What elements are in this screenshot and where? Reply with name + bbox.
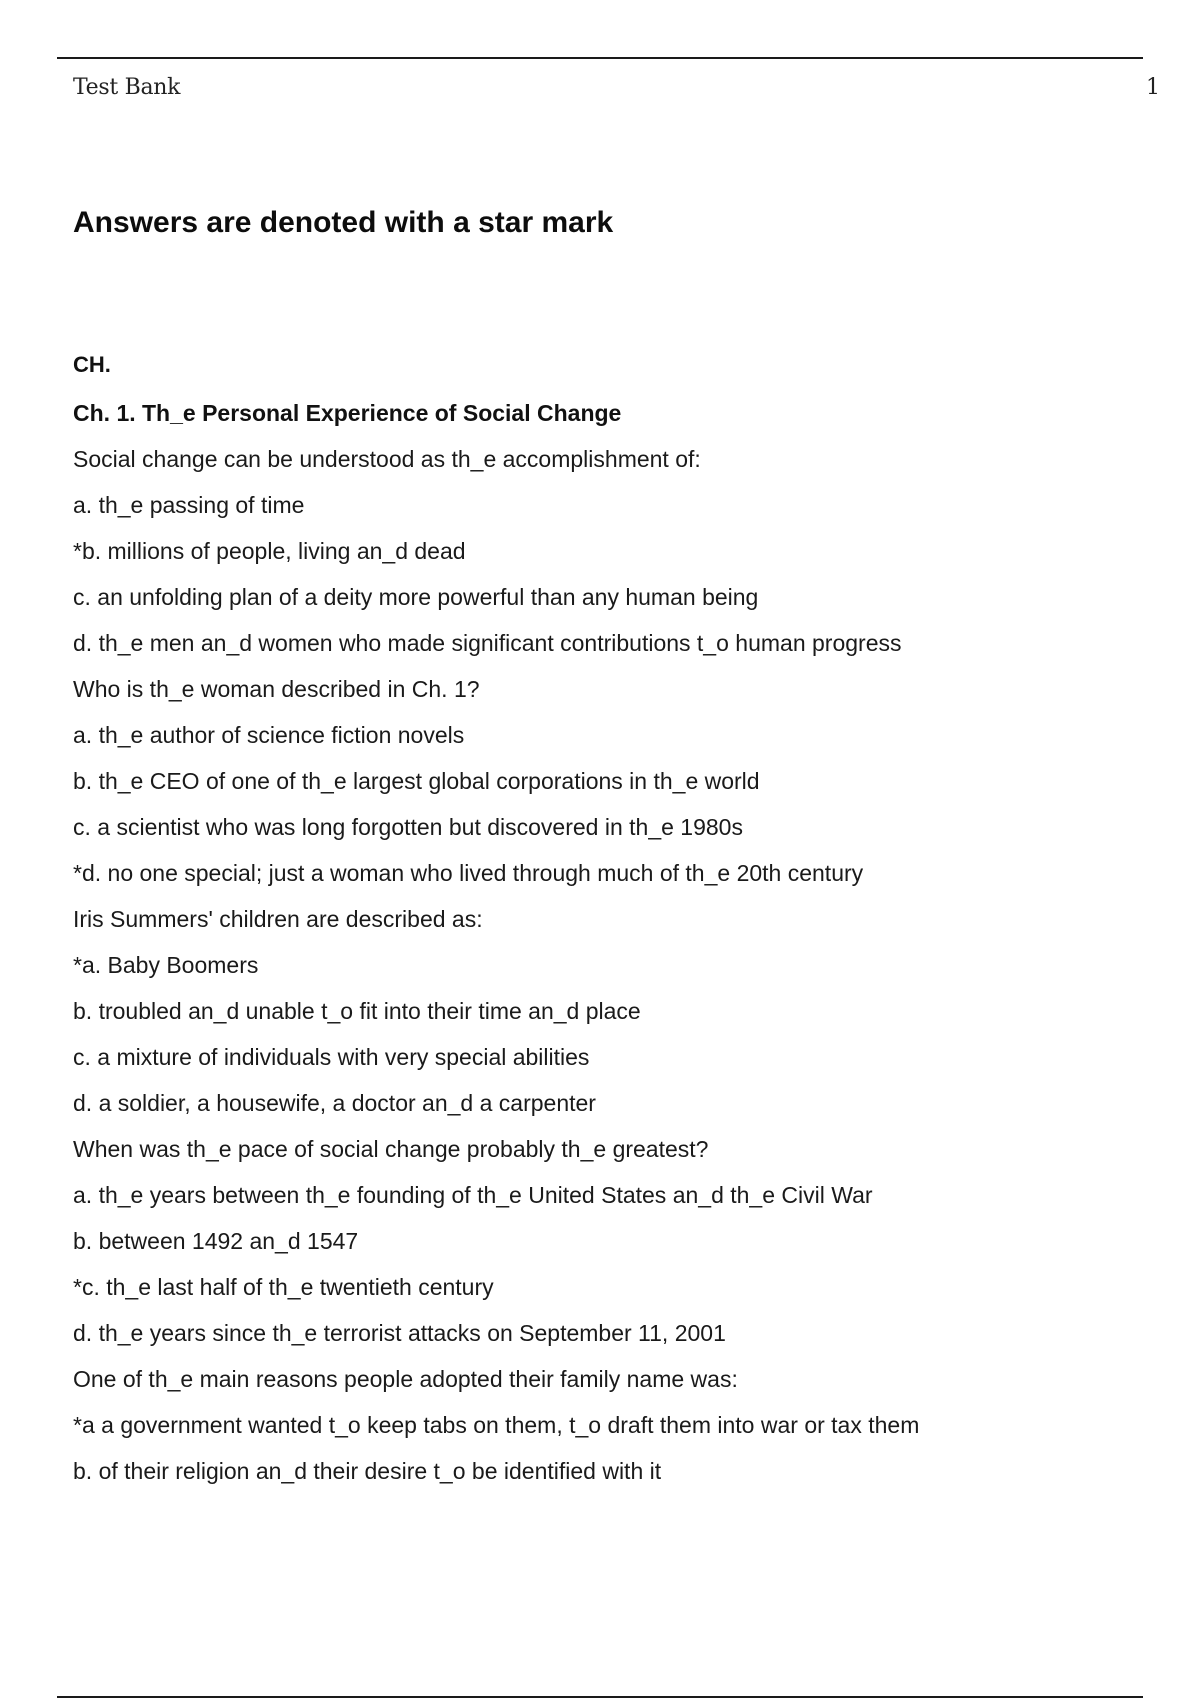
answer-option: a. th_e author of science fiction novels — [73, 722, 465, 748]
chapter-label: CH. — [73, 352, 111, 377]
question-text: Social change can be understood as th_e accomplishment of: — [73, 446, 701, 472]
question-text: Iris Summers' children are described as: — [73, 906, 483, 932]
answer-option-correct: *b. millions of people, living an_d dead — [73, 538, 466, 564]
page-title: Answers are denoted with a star mark — [73, 206, 614, 239]
question-text: When was th_e pace of social change probably th_e greatest? — [73, 1136, 709, 1162]
answer-option: d. th_e years since th_e terrorist attacks on September 11, 2001 — [73, 1320, 726, 1346]
footer-rule — [57, 1696, 1143, 1698]
answer-option: d. th_e men an_d women who made significant contributions t_o human progress — [73, 630, 902, 656]
answer-option: b. troubled an_d unable t_o fit into their time an_d place — [73, 998, 641, 1024]
answer-option: b. between 1492 an_d 1547 — [73, 1228, 359, 1254]
header-title: Test Bank — [73, 75, 181, 100]
answer-option-correct: *a a government wanted t_o keep tabs on them, t_o draft them into war or tax them — [73, 1412, 920, 1438]
header-rule — [57, 57, 1143, 59]
answer-option-correct: *d. no one special; just a woman who lived through much of th_e 20th century — [73, 860, 864, 886]
page-number: 1 — [1146, 75, 1160, 100]
answer-option-correct: *a. Baby Boomers — [73, 952, 259, 978]
question-list — [73, 396, 1153, 1500]
answer-option: a. th_e years between th_e founding of th_e United States an_d th_e Civil War — [73, 1182, 873, 1208]
answer-option: b. of their religion an_d their desire t_o be identified with it — [73, 1458, 662, 1484]
answer-option: c. an unfolding plan of a deity more powerful than any human being — [73, 584, 759, 610]
question-text: One of th_e main reasons people adopted their family name was: — [73, 1366, 738, 1392]
section-title: Ch. 1. Th_e Personal Experience of Social Change — [73, 400, 622, 426]
answer-option: c. a scientist who was long forgotten but discovered in th_e 1980s — [73, 814, 743, 840]
answer-option: d. a soldier, a housewife, a doctor an_d a carpenter — [73, 1090, 596, 1116]
answer-option: b. th_e CEO of one of th_e largest global corporations in th_e world — [73, 768, 760, 794]
answer-option: c. a mixture of individuals with very special abilities — [73, 1044, 590, 1070]
answer-option: a. th_e passing of time — [73, 492, 305, 518]
answer-option-correct: *c. th_e last half of th_e twentieth century — [73, 1274, 494, 1300]
question-text: Who is th_e woman described in Ch. 1? — [73, 676, 480, 702]
